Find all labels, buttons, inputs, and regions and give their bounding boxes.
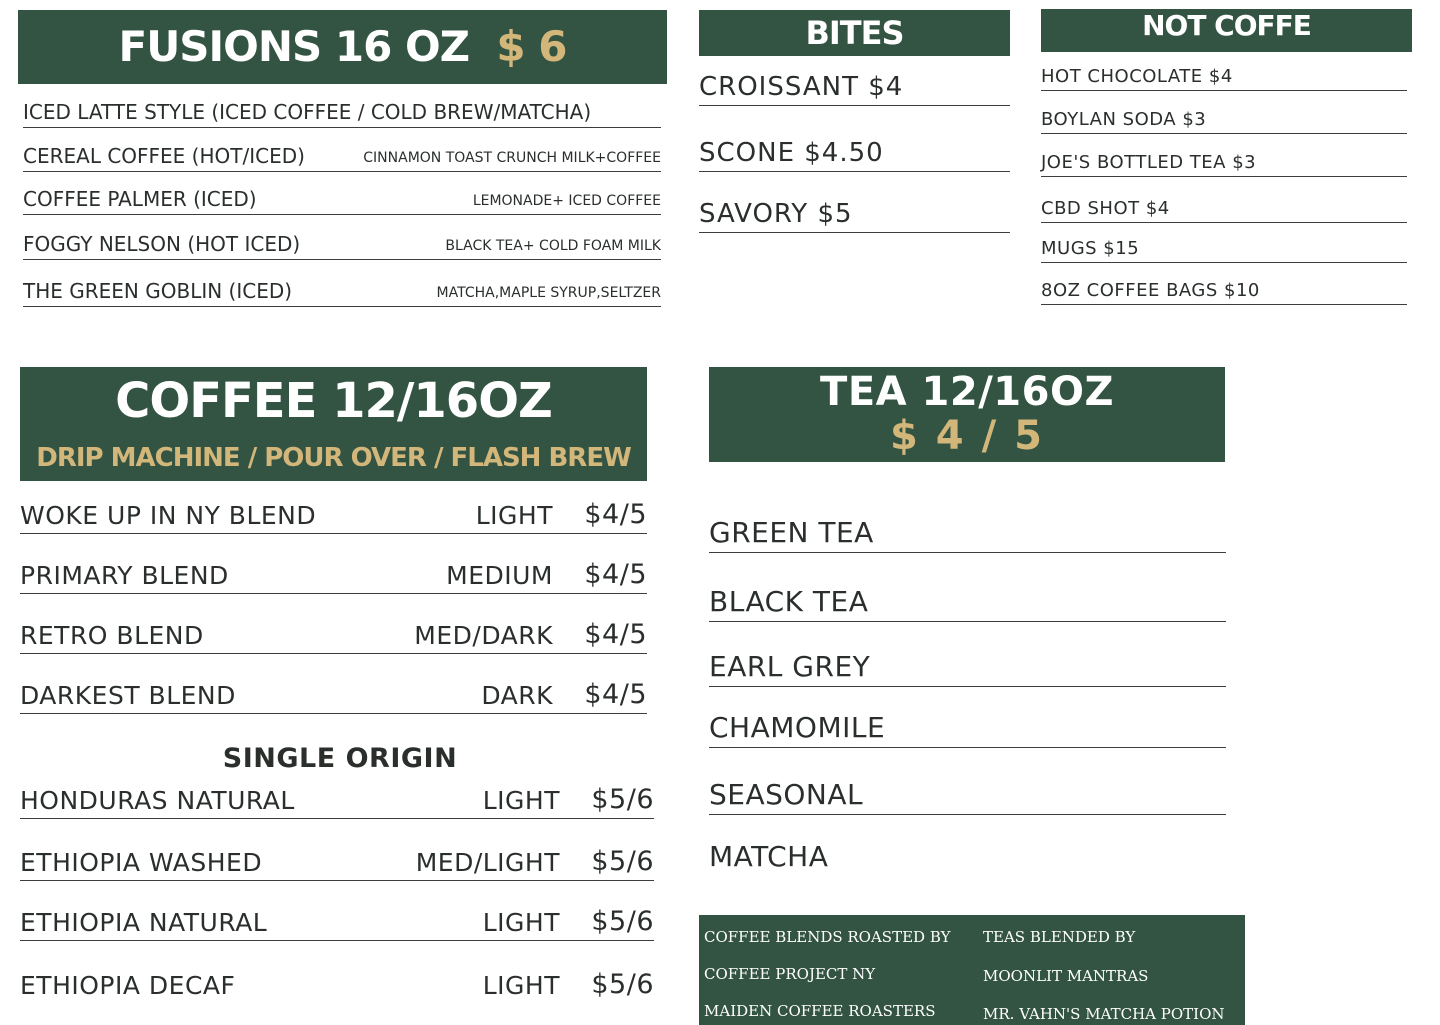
coffee-banner — [20, 367, 647, 481]
coffee-price: $5/6 — [591, 906, 654, 937]
single-origin-heading: SINGLE ORIGIN — [222, 743, 458, 774]
not-coffee-item — [1041, 55, 1407, 91]
bite-item — [699, 122, 1010, 172]
tea-item-name: CHAMOMILE — [709, 711, 886, 744]
fusions-banner — [18, 10, 667, 84]
bites-banner — [699, 10, 1010, 56]
tea-item — [709, 765, 1226, 815]
tea-item-name: MATCHA — [709, 840, 829, 873]
roasters-credits-box — [699, 915, 1245, 1025]
bites-title: BITES — [805, 14, 904, 52]
coffee-roast: MED/LIGHT — [415, 848, 560, 877]
coffee-price: $4/5 — [584, 619, 647, 650]
fusion-item-name: FOGGY NELSON (HOT ICED) — [23, 232, 301, 256]
not-coffee-item-text: 8OZ COFFEE BAGS $10 — [1041, 280, 1260, 301]
coffee-name: DARKEST BLEND — [20, 681, 236, 710]
coffee-blend-row — [20, 604, 647, 654]
coffee-price: $4/5 — [584, 679, 647, 710]
not-coffee-title: NOT COFFE — [1142, 9, 1311, 42]
fusion-item-description: BLACK TEA+ COLD FOAM MILK — [445, 238, 661, 254]
fusion-item-name: COFFEE PALMER (ICED) — [23, 187, 257, 211]
coffee-roast: LIGHT — [482, 786, 560, 815]
fusions-title-line — [18, 10, 667, 84]
coffee-name: PRIMARY BLEND — [20, 561, 229, 590]
tea-item — [709, 826, 1226, 876]
fusions-title: FUSIONS 16 OZ — [118, 22, 470, 71]
single-origin-row — [20, 953, 654, 1003]
bite-item-text: SCONE $4.50 — [699, 138, 884, 168]
tea-item-name: BLACK TEA — [709, 585, 869, 618]
not-coffee-item-text: HOT CHOCOLATE $4 — [1041, 66, 1233, 87]
fusions-price: $ 6 — [496, 22, 567, 71]
tea-item — [709, 503, 1226, 553]
tea-title: TEA 12/16OZ — [820, 369, 1114, 415]
not-coffee-item — [1041, 227, 1407, 263]
coffee-roaster-line: COFFEE PROJECT NY — [704, 965, 876, 983]
single-origin-row — [20, 831, 654, 881]
fusion-item-name: CEREAL COFFEE (HOT/ICED) — [23, 144, 305, 168]
fusion-item — [23, 218, 661, 260]
coffee-blend-row — [20, 544, 647, 594]
fusion-item — [23, 86, 661, 128]
not-coffee-item — [1041, 141, 1407, 177]
bite-item — [699, 56, 1010, 106]
coffee-roast: LIGHT — [482, 971, 560, 1000]
tea-item-name: EARL GREY — [709, 650, 871, 683]
not-coffee-item — [1041, 187, 1407, 223]
tea-item — [709, 637, 1226, 687]
fusion-item-description: LEMONADE+ ICED COFFEE — [472, 193, 661, 209]
coffee-roast: DARK — [481, 681, 553, 710]
coffee-price: $5/6 — [591, 784, 654, 815]
not-coffee-item — [1041, 98, 1407, 134]
coffee-name: HONDURAS NATURAL — [20, 786, 295, 815]
coffee-roast: MED/DARK — [414, 621, 553, 650]
bite-item-text: SAVORY $5 — [699, 199, 853, 229]
fusion-item-name: ICED LATTE STYLE (ICED COFFEE / COLD BREW/MATCHA) — [23, 100, 592, 124]
coffee-name: ETHIOPIA NATURAL — [20, 908, 268, 937]
coffee-name: RETRO BLEND — [20, 621, 204, 650]
not-coffee-item-text: CBD SHOT $4 — [1041, 198, 1170, 219]
coffee-price: $4/5 — [584, 559, 647, 590]
fusion-item — [23, 130, 661, 172]
tea-blender-line: MR. VAHN'S MATCHA POTION — [983, 1005, 1225, 1023]
coffee-name: ETHIOPIA WASHED — [20, 848, 263, 877]
tea-item-name: SEASONAL — [709, 778, 864, 811]
coffee-price: $5/6 — [591, 846, 654, 877]
not-coffee-banner — [1041, 9, 1412, 52]
single-origin-row — [20, 891, 654, 941]
coffee-name: WOKE UP IN NY BLEND — [20, 501, 317, 530]
coffee-roaster-line: COFFEE BLENDS ROASTED BY — [704, 928, 951, 946]
coffee-blend-row — [20, 484, 647, 534]
fusion-item-name: THE GREEN GOBLIN (ICED) — [23, 279, 293, 303]
tea-price: $ 4 / 5 — [890, 413, 1044, 459]
not-coffee-item — [1041, 269, 1407, 305]
tea-blender-line: TEAS BLENDED BY — [983, 928, 1136, 946]
bite-item-text: CROISSANT $4 — [699, 72, 904, 102]
fusion-item — [23, 265, 661, 307]
tea-item — [709, 698, 1226, 748]
coffee-roast: LIGHT — [475, 501, 553, 530]
not-coffee-item-text: MUGS $15 — [1041, 238, 1140, 259]
coffee-roast: MEDIUM — [446, 561, 553, 590]
coffee-name: ETHIOPIA DECAF — [20, 971, 236, 1000]
bite-item — [699, 183, 1010, 233]
tea-item-name: GREEN TEA — [709, 516, 874, 549]
fusion-item-description: CINNAMON TOAST CRUNCH MILK+COFFEE — [363, 150, 661, 166]
tea-item — [709, 572, 1226, 622]
fusion-item-description: MATCHA,MAPLE SYRUP,SELTZER — [436, 285, 661, 301]
not-coffee-item-text: BOYLAN SODA $3 — [1041, 109, 1207, 130]
coffee-roast: LIGHT — [482, 908, 560, 937]
coffee-roaster-line: MAIDEN COFFEE ROASTERS — [704, 1002, 936, 1020]
fusion-item — [23, 173, 661, 215]
coffee-blend-row — [20, 664, 647, 714]
not-coffee-item-text: JOE'S BOTTLED TEA $3 — [1041, 152, 1257, 173]
coffee-price: $5/6 — [591, 969, 654, 1000]
tea-banner — [709, 367, 1225, 462]
coffee-brew-methods: DRIP MACHINE / POUR OVER / FLASH BREW — [36, 443, 631, 473]
coffee-price: $4/5 — [584, 499, 647, 530]
coffee-title: COFFEE 12/16OZ — [115, 373, 552, 429]
tea-blender-line: MOONLIT MANTRAS — [983, 967, 1149, 985]
single-origin-row — [20, 769, 654, 819]
